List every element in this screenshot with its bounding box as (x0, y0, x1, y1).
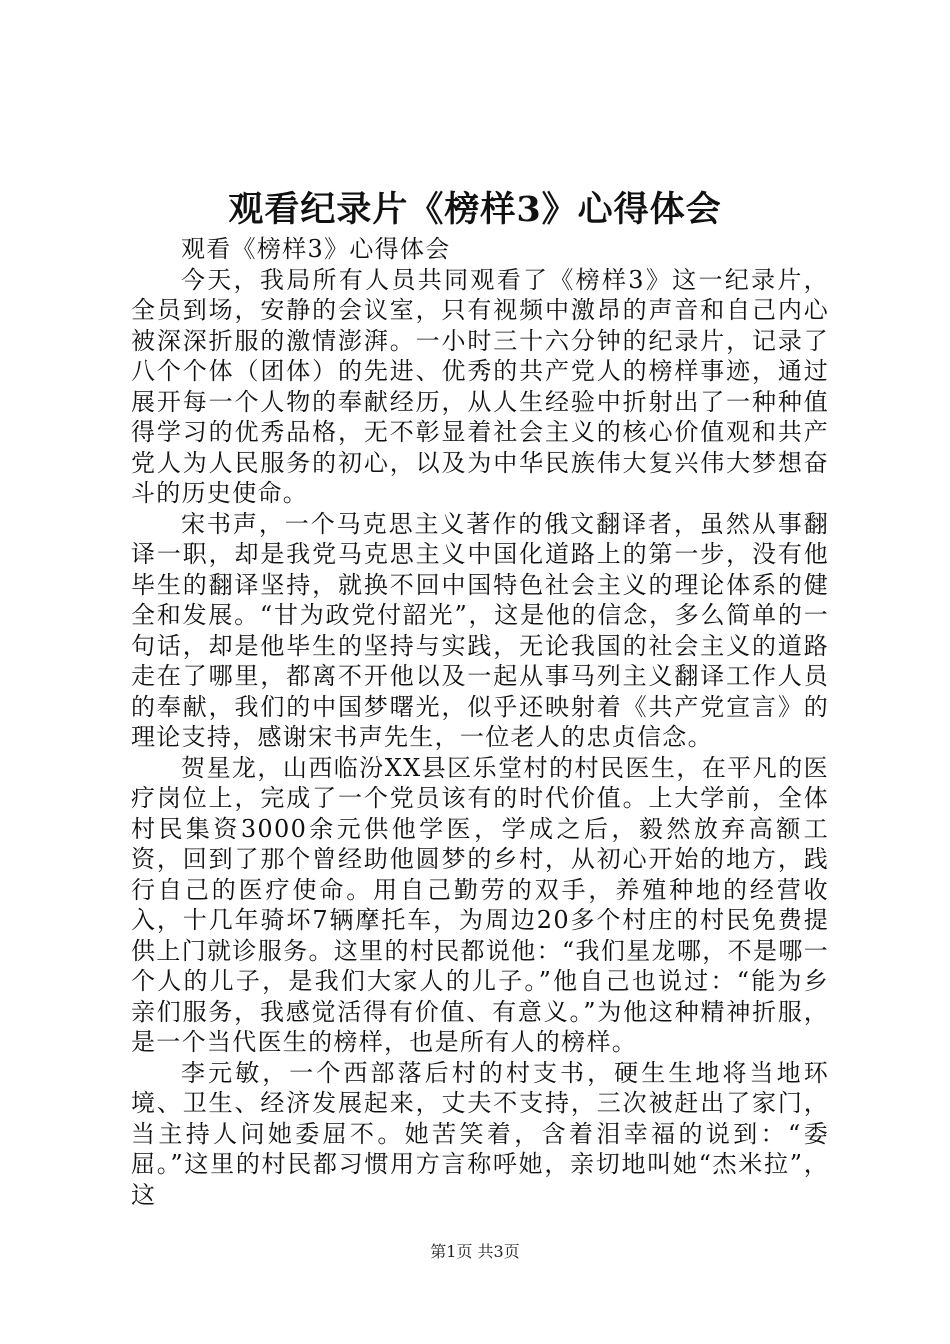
paragraph-song-shusheng: 宋书声，一个马克思主义著作的俄文翻译者，虽然从事翻译一职，却是我党马克思主义中国化道路上的第一步，没有他毕生的翻译坚持，就换不回中国特色社会主义的理论体系的健全和发展。“甘为政党付韶光”，这是他的信念，多么简单的一句话，却是他毕生的坚持与实践，无论我国的社会主义的道路走在了哪里，都离不开他以及一起从事马列主义翻译工作人员的奉献，我们的中国梦曙光，似乎还映射着《共产党宣言》的理论支持，感谢宋书声先生，一位老人的忠贞信念。 (131, 509, 829, 751)
document-title: 观看纪录片《榜样3》心得体会 (228, 189, 722, 230)
page-number-footer: 第1页 共3页 (430, 1242, 520, 1261)
paragraph-he-xinglong: 贺星龙，山西临汾XX县区乐堂村的村民医生，在平凡的医疗岗位上，完成了一个党员该有的时代价值。上大学前，全体村民集资3000余元供他学医，学成之后，毅然放弃高额工资，回到了那个曾经助他圆梦的乡村，从初心开始的地方，践行自己的医疗使命。用自己勤劳的双手，养殖种地的经营收入，十几年骑坏7辆摩托车，为周边20多个村庄的村民免费提供上门就诊服务。这里的村民都说他：“我们星龙哪，不是哪一个人的儿子，是我们大家人的儿子。”他自己也说过：“能为乡亲们服务，我感觉活得有价值、有意义。”为他这种精神折服，是一个当代医生的榜样，也是所有人的榜样。 (131, 753, 829, 1056)
paragraph-li-yuanmin: 李元敏，一个西部落后村的村支书，硬生生地将当地环境、卫生、经济发展起来，丈夫不支持，三次被赶出了家门，当主持人问她委屈不。她苦笑着，含着泪幸福的说到：“委屈。”这里的村民都习惯用方言称呼她，亲切地叫她“杰米拉”，这 (131, 1058, 829, 1209)
paragraph-intro: 今天，我局所有人员共同观看了《榜样3》这一纪录片，全员到场，安静的会议室，只有视频中激昂的声音和自己内心被深深折服的激情澎湃。一小时三十六分钟的纪录片，记录了八个个体（团体）的先进、优秀的共产党人的榜样事迹，通过展开每一个人物的奉献经历，从人生经验中折射出了一种种值得学习的优秀品格，无不彰显着社会主义的核心价值观和共产党人为人民服务的初心，以及为中华民族伟大复兴伟大梦想奋斗的历史使命。 (131, 265, 829, 507)
document-body (131, 234, 829, 1210)
document-subtitle: 观看《榜样3》心得体会 (181, 235, 451, 263)
